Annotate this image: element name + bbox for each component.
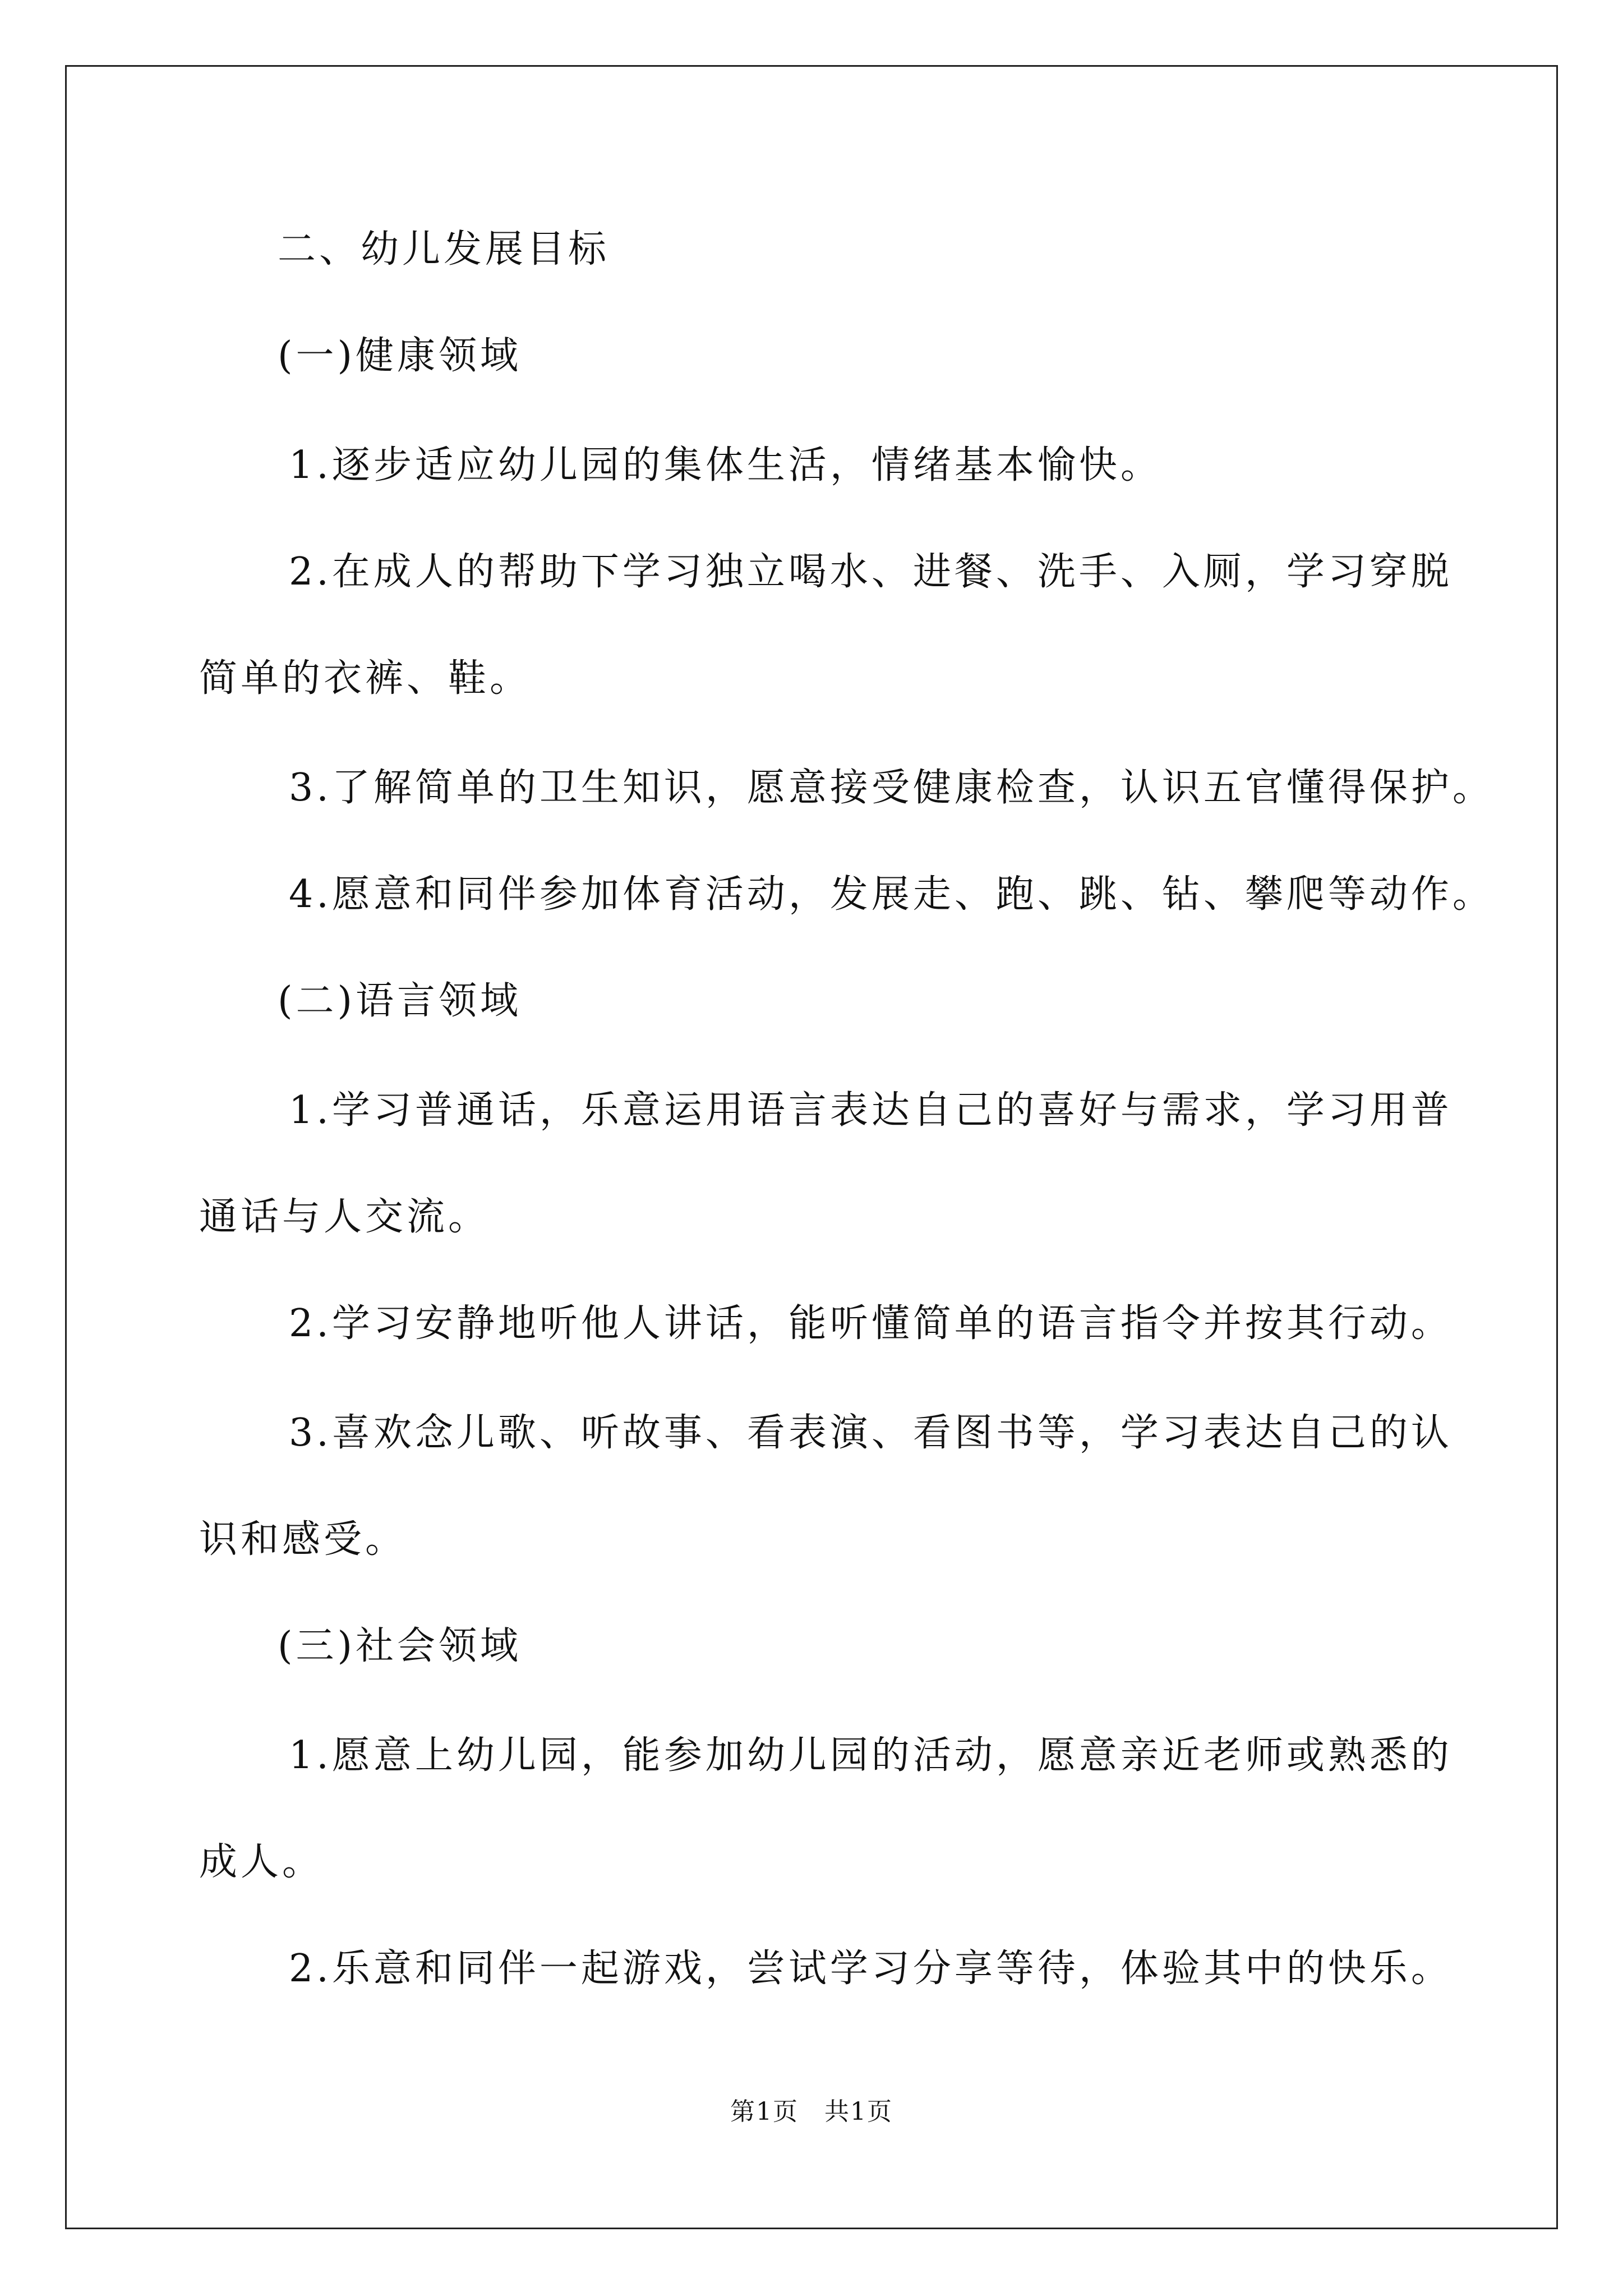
paragraph-line: 3.喜欢念儿歌、听故事、看表演、看图书等，学习表达自己的认 <box>289 1411 1453 1455</box>
paragraph-line: 1.逐步适应幼儿园的集体生活，情绪基本愉快。 <box>289 443 1162 487</box>
paragraph-line: 1.学习普通话，乐意运用语言表达自己的喜好与需求，学习用普 <box>289 1088 1453 1133</box>
paragraph-line: 成人。 <box>199 1840 324 1884</box>
subsection-heading-health: (一)健康领域 <box>278 334 522 378</box>
paragraph-line: 2.在成人的帮助下学习独立喝水、进餐、洗手、入厕，学习穿脱 <box>289 550 1453 594</box>
subsection-heading-language: (二)语言领域 <box>278 979 522 1023</box>
paragraph-line: 3.了解简单的卫生知识，愿意接受健康检查，认识五官懂得保护。 <box>289 766 1494 810</box>
paragraph-line: 2.学习安静地听他人讲话，能听懂简单的语言指令并按其行动。 <box>289 1301 1453 1346</box>
paragraph-line: 简单的衣裤、鞋。 <box>199 656 532 701</box>
paragraph-line: 1.愿意上幼儿园，能参加幼儿园的活动，愿意亲近老师或熟悉的 <box>289 1733 1453 1778</box>
paragraph-line: 2.乐意和同伴一起游戏，尝试学习分享等待，体验其中的快乐。 <box>289 1947 1453 1991</box>
paragraph-line: 识和感受。 <box>199 1517 407 1562</box>
paragraph-line: 通话与人交流。 <box>199 1195 490 1239</box>
page-footer: 第1页 共1页 <box>730 2097 893 2126</box>
subsection-heading-social: (三)社会领域 <box>278 1624 522 1668</box>
section-heading: 二、幼儿发展目标 <box>278 227 610 272</box>
page-border <box>65 65 1558 2229</box>
paragraph-line: 4.愿意和同伴参加体育活动，发展走、跑、跳、钻、攀爬等动作。 <box>289 872 1494 917</box>
